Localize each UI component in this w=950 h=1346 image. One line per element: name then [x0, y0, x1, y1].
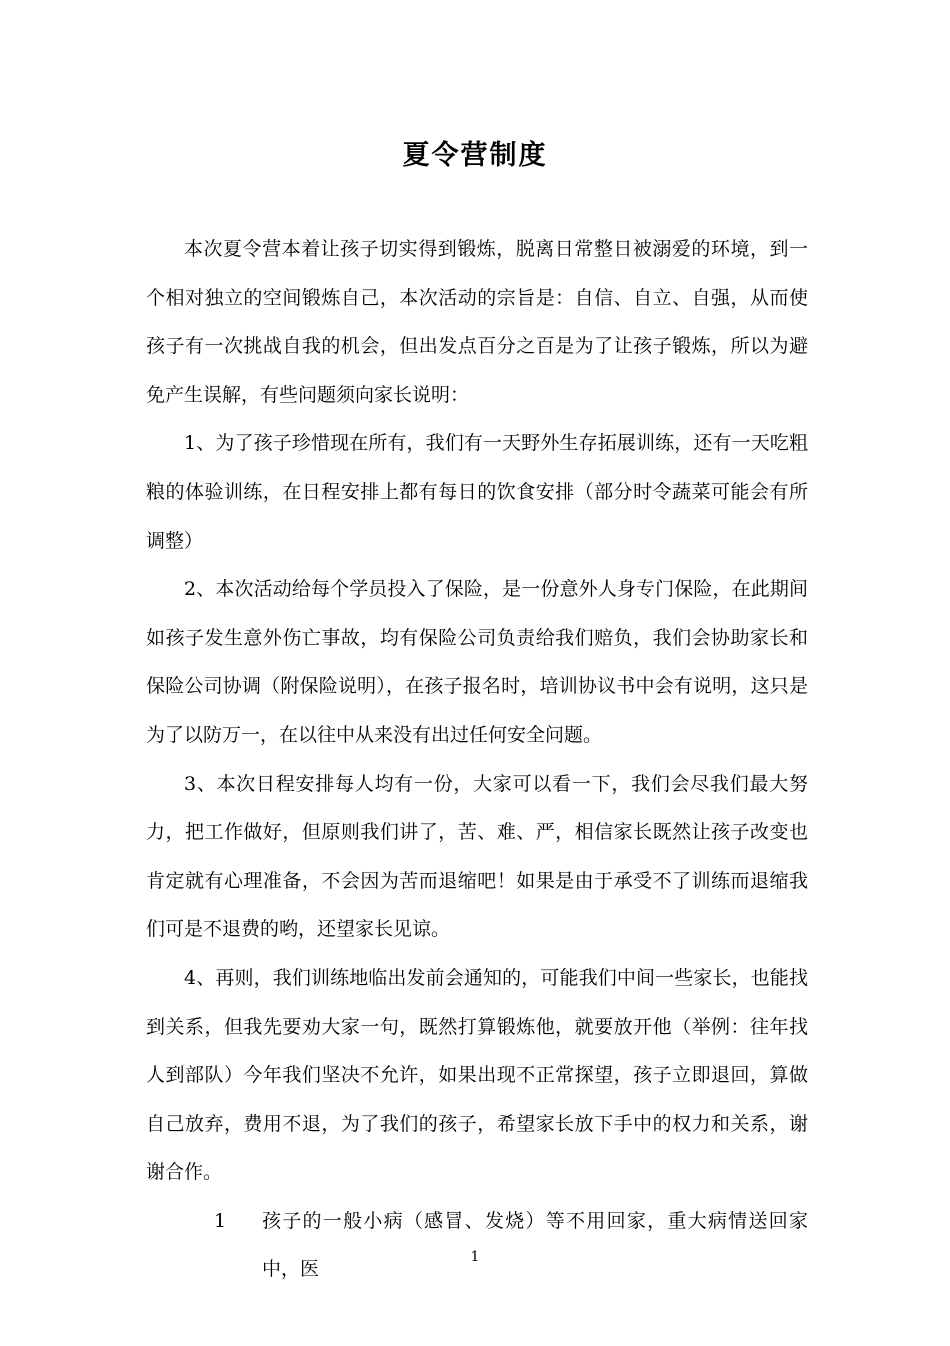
document-body	[146, 225, 808, 1294]
numbered-item	[146, 1197, 808, 1294]
intro-paragraph: 本次夏令营本着让孩子切实得到锻炼，脱离日常整日被溺爱的环境，到一个相对独立的空间锻炼自己，本次活动的宗旨是：自信、自立、自强，从而使孩子有一次挑战自我的机会，但出发点百分之百是为了让孩子锻炼，所以为避免产生误解，有些问题须向家长说明：	[146, 238, 808, 406]
document-title: 夏令营制度	[402, 140, 548, 171]
rule-paragraph-3: 3、本次日程安排每人均有一份，大家可以看一下，我们会尽我们最大努力，把工作做好，但原则我们讲了，苦、难、严，相信家长既然让孩子改变也肯定就有心理准备，不会因为苦而退缩吧！如果是由于承受不了训练而退缩我们可是不退费的哟，还望家长见谅。	[146, 772, 808, 941]
rule-paragraph-4: 4、再则，我们训练地临出发前会通知的，可能我们中间一些家长，也能找到关系，但我先要劝大家一句，既然打算锻炼他，就要放开他（举例：往年找人到部队）今年我们坚决不允许，如果出现不正常探望，孩子立即退回，算做自己放弃，费用不退，为了我们的孩子，希望家长放下手中的权力和关系，谢谢合作。	[146, 966, 808, 1184]
numbered-item-text: 孩子的一般小病（感冒、发烧）等不用回家，重大病情送回家中，医	[262, 1209, 808, 1281]
numbered-item-number: 1	[214, 1209, 227, 1232]
rule-paragraph-2: 2、本次活动给每个学员投入了保险，是一份意外人身专门保险，在此期间如孩子发生意外伤亡事故，均有保险公司负责给我们赔负，我们会协助家长和保险公司协调（附保险说明），在孩子报名时，培训协议书中会有说明，这只是为了以防万一，在以往中从来没有出过任何安全问题。	[146, 578, 808, 746]
rule-paragraph-1: 1、为了孩子珍惜现在所有，我们有一天野外生存拓展训练，还有一天吃粗粮的体验训练，在日程安排上都有每日的饮食安排（部分时令蔬菜可能会有所调整）	[146, 432, 808, 552]
page-number: 1	[470, 1249, 480, 1265]
